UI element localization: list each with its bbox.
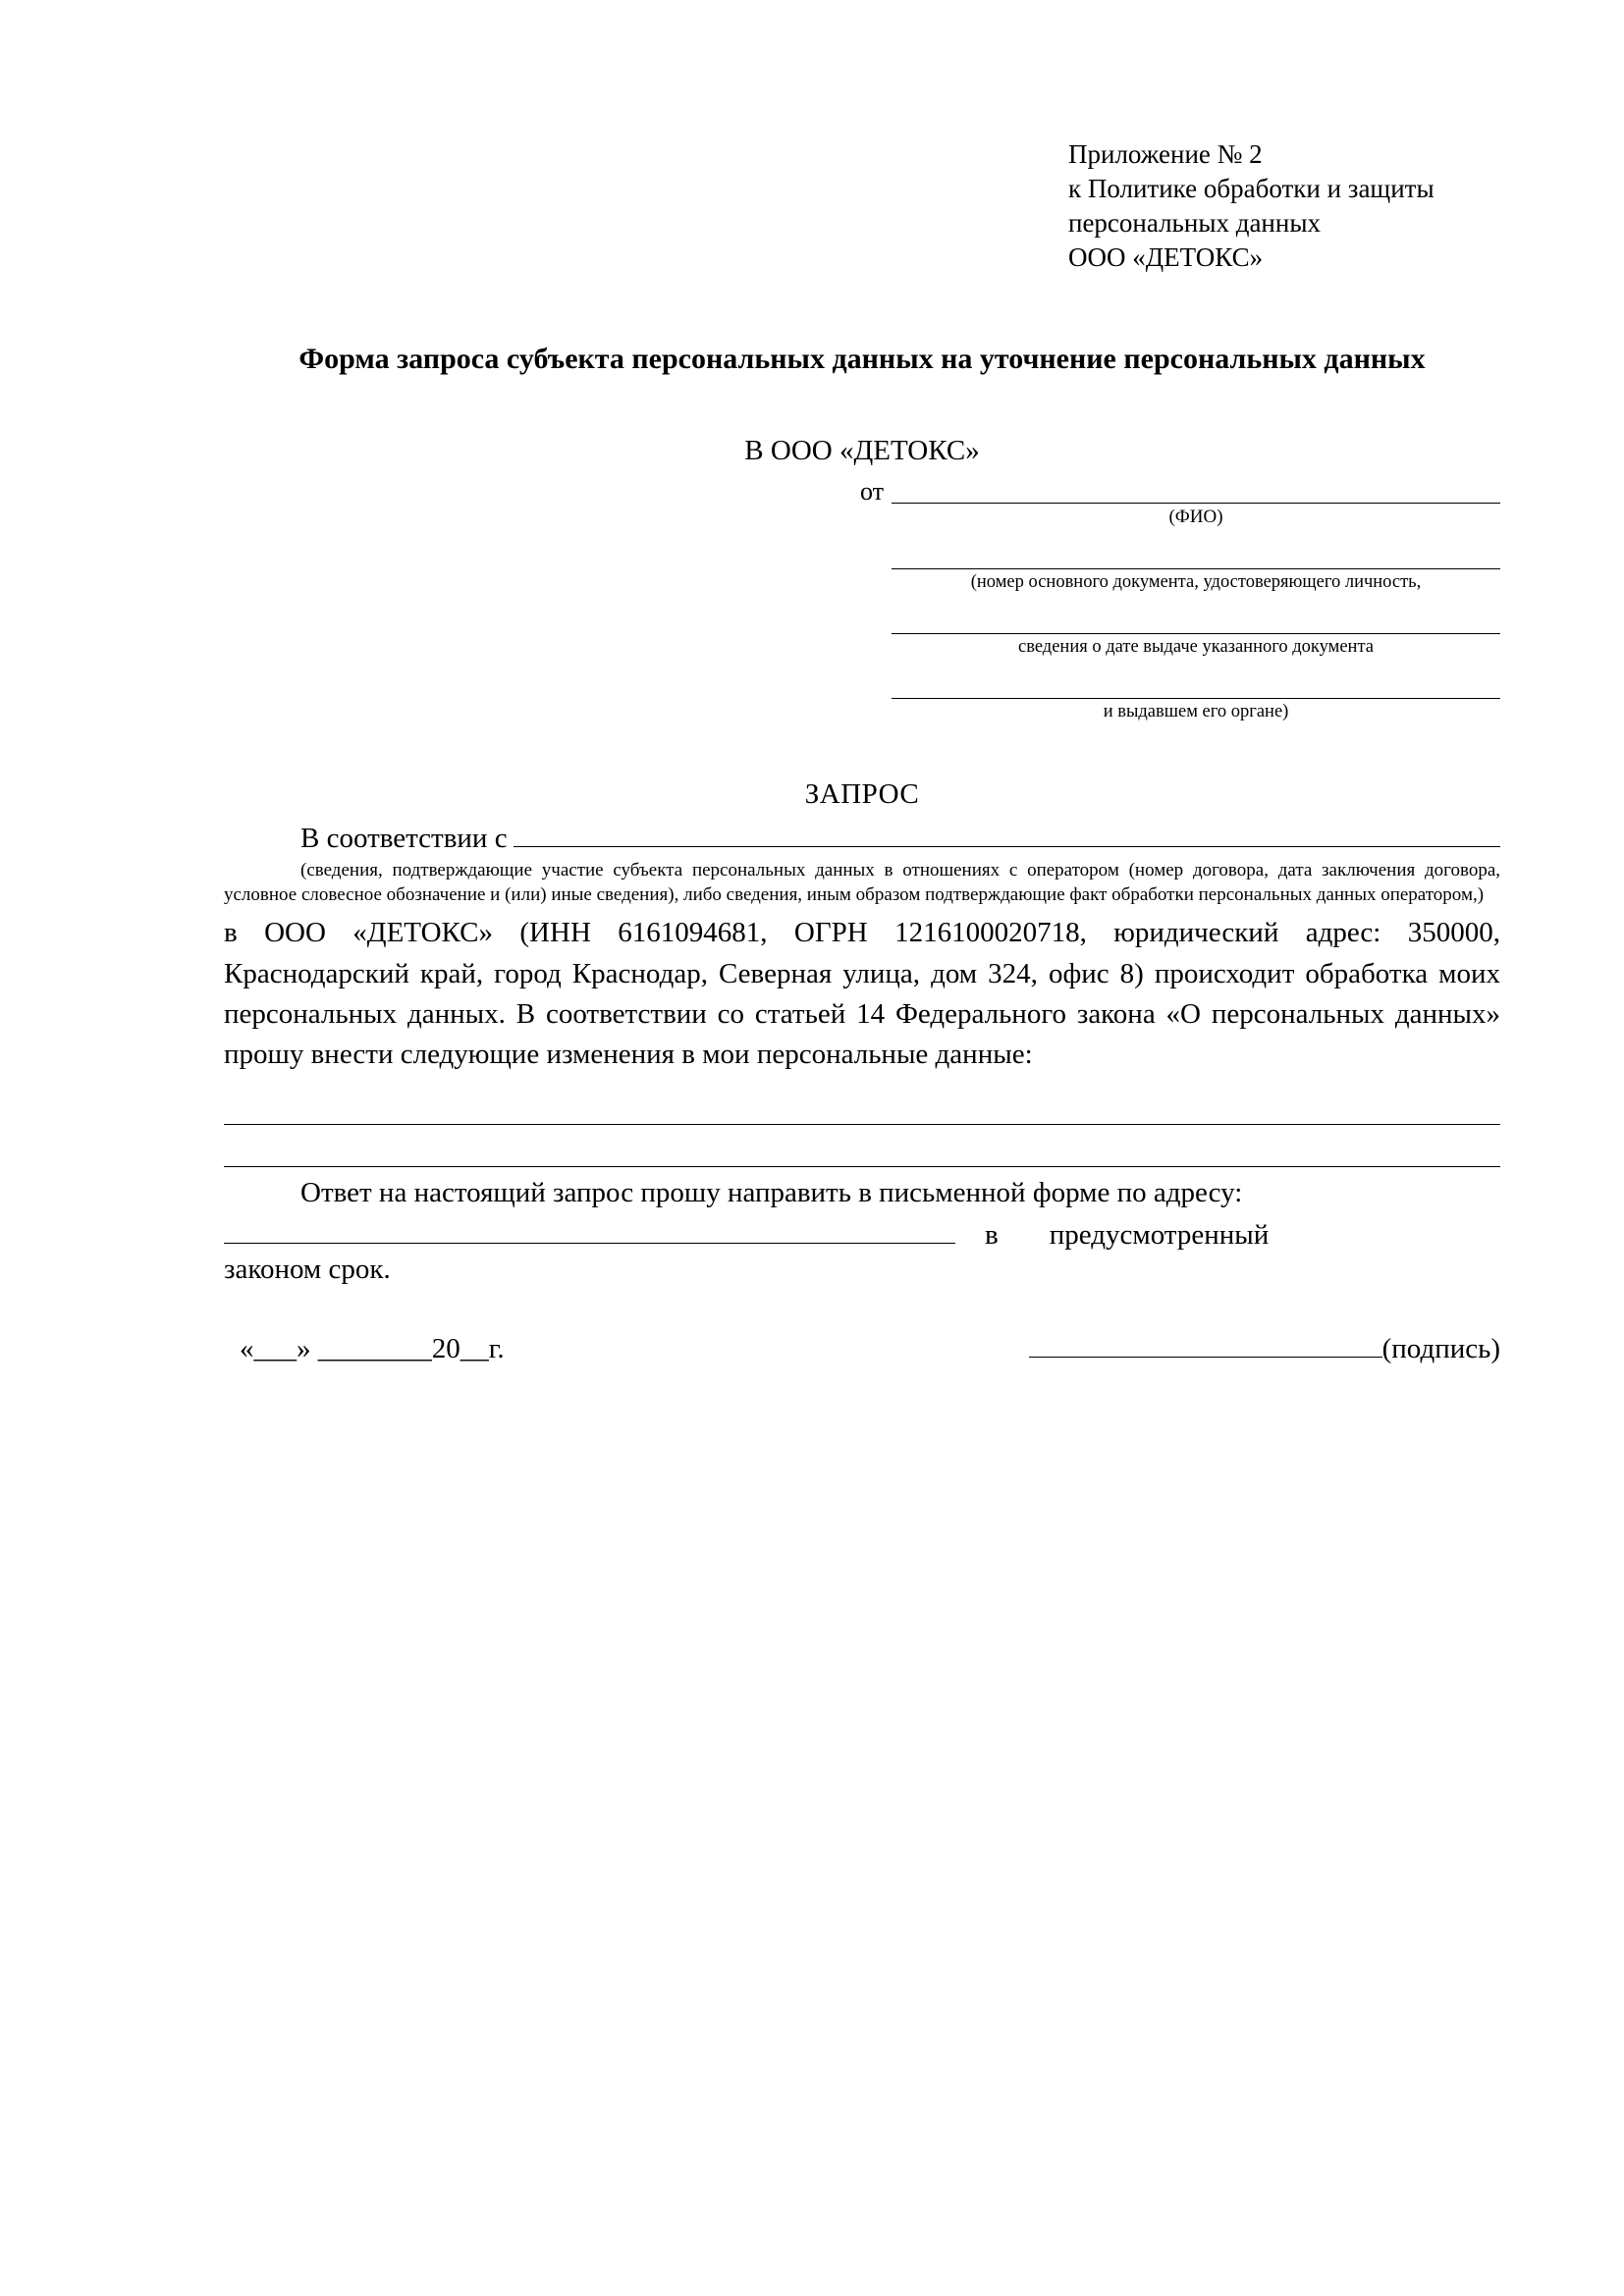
from-block (224, 473, 1500, 733)
fio-input-line[interactable] (892, 473, 1500, 504)
from-fields (892, 473, 1500, 733)
signature-caption: (подпись) (1381, 1333, 1500, 1365)
doc-date-caption: сведения о дате выдаче указанного документа (1018, 636, 1374, 657)
answer-suffix-1: в (985, 1219, 999, 1252)
doc-issuer-input-line[interactable] (892, 668, 1500, 699)
appendix-block (1068, 137, 1500, 275)
doc-issuer-caption: и выдавшем его органе) (1103, 701, 1289, 721)
body-paragraph: в ООО «ДЕТОКС» (ИНН 6161094681, ОГРН 1216100020718, юридический адрес: 350000, Краснодарский край, город Краснодар, Северная улица, дом 324, офис 8) происходит обработка моих персональных данных. В соответствии со статьей 14 Федерального закона «О персональных данных» прошу внести следующие изменения в мои персональные данные: (224, 917, 1500, 1070)
answer-tail: законом срок. (224, 1254, 391, 1286)
addressee-line: В ООО «ДЕТОКС» (744, 434, 980, 466)
from-label: от (859, 476, 884, 506)
doc-number-input-line[interactable] (892, 539, 1500, 569)
page-title: Форма запроса субъекта персональных данных на уточнение персональных данных (298, 343, 1426, 376)
appendix-line-2: к Политике обработки и защиты (1068, 174, 1435, 204)
signature-input-line[interactable] (1029, 1335, 1382, 1358)
doc-date-input-line[interactable] (892, 604, 1500, 634)
signature-block (1029, 1333, 1500, 1365)
changes-input-line-1[interactable] (224, 1085, 1500, 1125)
changes-input-line-2[interactable] (224, 1127, 1500, 1167)
document-content (224, 137, 1500, 1365)
in-accordance-row (224, 821, 1500, 855)
appendix-line-3: персональных данных (1068, 208, 1321, 239)
doc-number-caption: (номер основного документа, удостоверяющего личность, (970, 571, 1422, 592)
fineprint-text: (сведения, подтверждающие участие субъекта персональных данных в отношениях с оператором (номер договора, дата заключения договора, условное словесное обозначение и (или) иные сведения), либо сведения, иным образом подтверждающие факт обработки персональных данных оператором,) (224, 860, 1500, 905)
request-heading: ЗАПРОС (804, 778, 920, 810)
appendix-line-1: Приложение № 2 (1068, 139, 1263, 169)
answer-paragraph: Ответ на настоящий запрос прошу направить в письменной форме по адресу: (300, 1177, 1243, 1209)
answer-suffix-2: предусмотренный (1049, 1219, 1270, 1252)
appendix-line-4: ООО «ДЕТОКС» (1068, 242, 1264, 273)
date-field[interactable]: «___» ________20__г. (240, 1333, 505, 1365)
in-accordance-label: В соответствии с (300, 823, 508, 854)
in-accordance-input-line[interactable] (514, 821, 1500, 847)
signature-row (224, 1333, 1500, 1365)
fineprint-note (224, 859, 1500, 907)
fio-caption: (ФИО) (1168, 506, 1223, 527)
answer-address-row (224, 1215, 1500, 1252)
answer-address-input-line[interactable] (224, 1215, 955, 1244)
